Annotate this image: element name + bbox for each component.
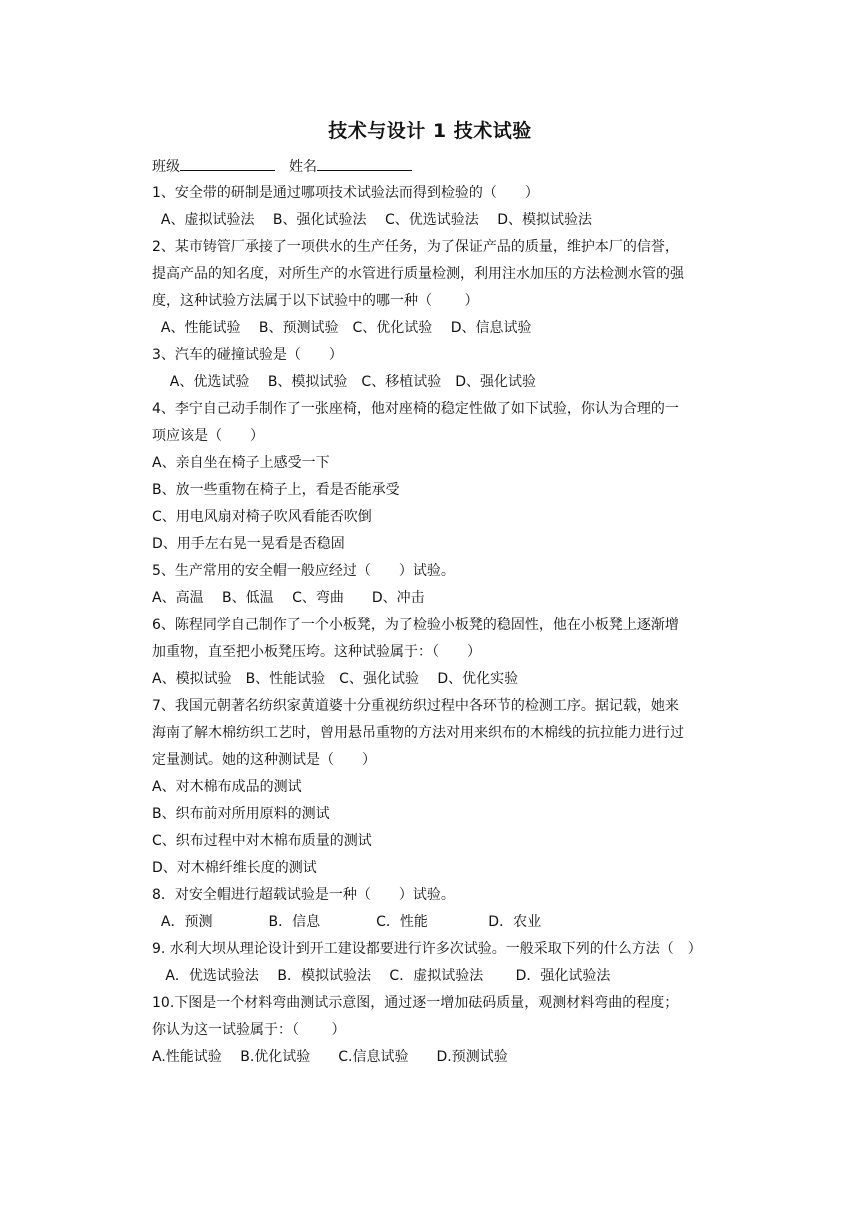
class-blank-field[interactable]: [180, 156, 275, 171]
question-4-option-b: B、放一些重物在椅子上，看是否能承受: [152, 482, 400, 498]
question-1-stem: 1、安全带的研制是通过哪项技术试验法而得到检验的（ ）: [152, 185, 539, 201]
question-2-stem-line-3: 度，这种试验方法属于以下试验中的哪一种（ ）: [152, 293, 479, 309]
question-7-option-b: B、织布前对所用原料的测试: [152, 806, 330, 822]
question-7-option-a: A、对木棉布成品的测试: [152, 779, 302, 795]
question-1-options: A、虚拟试验法 B、强化试验法 C、优选试验法 D、模拟试验法: [152, 212, 592, 228]
question-10-options: A.性能试验 B.优化试验 C.信息试验 D.预测试验: [152, 1049, 508, 1065]
question-2-options: A、性能试验 B、预测试验 C、优化试验 D、信息试验: [152, 320, 532, 336]
question-7-option-d: D、对木棉纤维长度的测试: [152, 860, 317, 876]
question-9-stem: 9. 水利大坝从理论设计到开工建设都要进行许多次试验。一般采取下列的什么方法（ ）: [152, 941, 702, 957]
question-4-stem-line-1: 4、李宁自己动手制作了一张座椅，他对座椅的稳定性做了如下试验，你认为合理的一: [152, 401, 679, 417]
student-info-line: [152, 156, 426, 177]
question-6-options: A、模拟试验 B、性能试验 C、强化试验 D、优化实验: [152, 671, 519, 687]
name-label: 姓名: [289, 159, 317, 175]
question-7-stem-line-1: 7、我国元朝著名纺织家黄道婆十分重视纺织过程中各环节的检测工序。据记载，她来: [152, 698, 679, 714]
question-9-options: A．优选试验法 B．模拟试验法 C．虚拟试验法 D．强化试验法: [152, 968, 611, 984]
question-4-stem-line-2: 项应该是（ ）: [152, 428, 264, 444]
question-3-options: A、优选试验 B、模拟试验 C、移植试验 D、强化试验: [152, 374, 536, 390]
question-6-stem-line-2: 加重物，直至把小板凳压垮。这种试验属于：（ ）: [152, 644, 481, 660]
question-8-stem: 8．对安全帽进行超载试验是一种（ ）试验。: [152, 887, 455, 903]
question-7-stem-line-3: 定量测试。她的这种测试是（ ）: [152, 752, 376, 768]
question-10-stem-line-1: 10.下图是一个材料弯曲测试示意图，通过逐一增加砝码质量，观测材料弯曲的程度；: [152, 995, 679, 1011]
question-7-stem-line-2: 海南了解木棉纺织工艺时，曾用悬吊重物的方法对用来织布的木棉线的抗拉能力进行过: [152, 725, 684, 741]
question-4-option-d: D、用手左右晃一晃看是否稳固: [152, 536, 345, 552]
question-8-options: A．预测 B．信息 C．性能 D．农业: [152, 914, 542, 930]
question-3-stem: 3、汽车的碰撞试验是（ ）: [152, 347, 343, 363]
question-4-option-a: A、亲自坐在椅子上感受一下: [152, 455, 330, 471]
page-title: 技术与设计 1 技术试验: [328, 120, 532, 142]
question-7-option-c: C、织布过程中对木棉布质量的测试: [152, 833, 372, 849]
question-5-options: A、高温 B、低温 C、弯曲 D、冲击: [152, 590, 425, 606]
question-2-stem-line-1: 2、某市铸管厂承接了一项供水的生产任务，为了保证产品的质量，维护本厂的信誉，: [152, 239, 679, 255]
class-label: 班级: [152, 159, 180, 175]
question-4-option-c: C、用电风扇对椅子吹风看能否吹倒: [152, 509, 372, 525]
question-6-stem-line-1: 6、陈程同学自己制作了一个小板凳，为了检验小板凳的稳固性，他在小板凳上逐渐增: [152, 617, 679, 633]
question-2-stem-line-2: 提高产品的知名度，对所生产的水管进行质量检测，利用注水加压的方法检测水管的强: [152, 266, 684, 282]
name-blank-field[interactable]: [317, 156, 412, 171]
question-5-stem: 5、生产常用的安全帽一般应经过（ ）试验。: [152, 563, 455, 579]
question-10-stem-line-2: 你认为这一试验属于：（ ）: [152, 1022, 346, 1038]
